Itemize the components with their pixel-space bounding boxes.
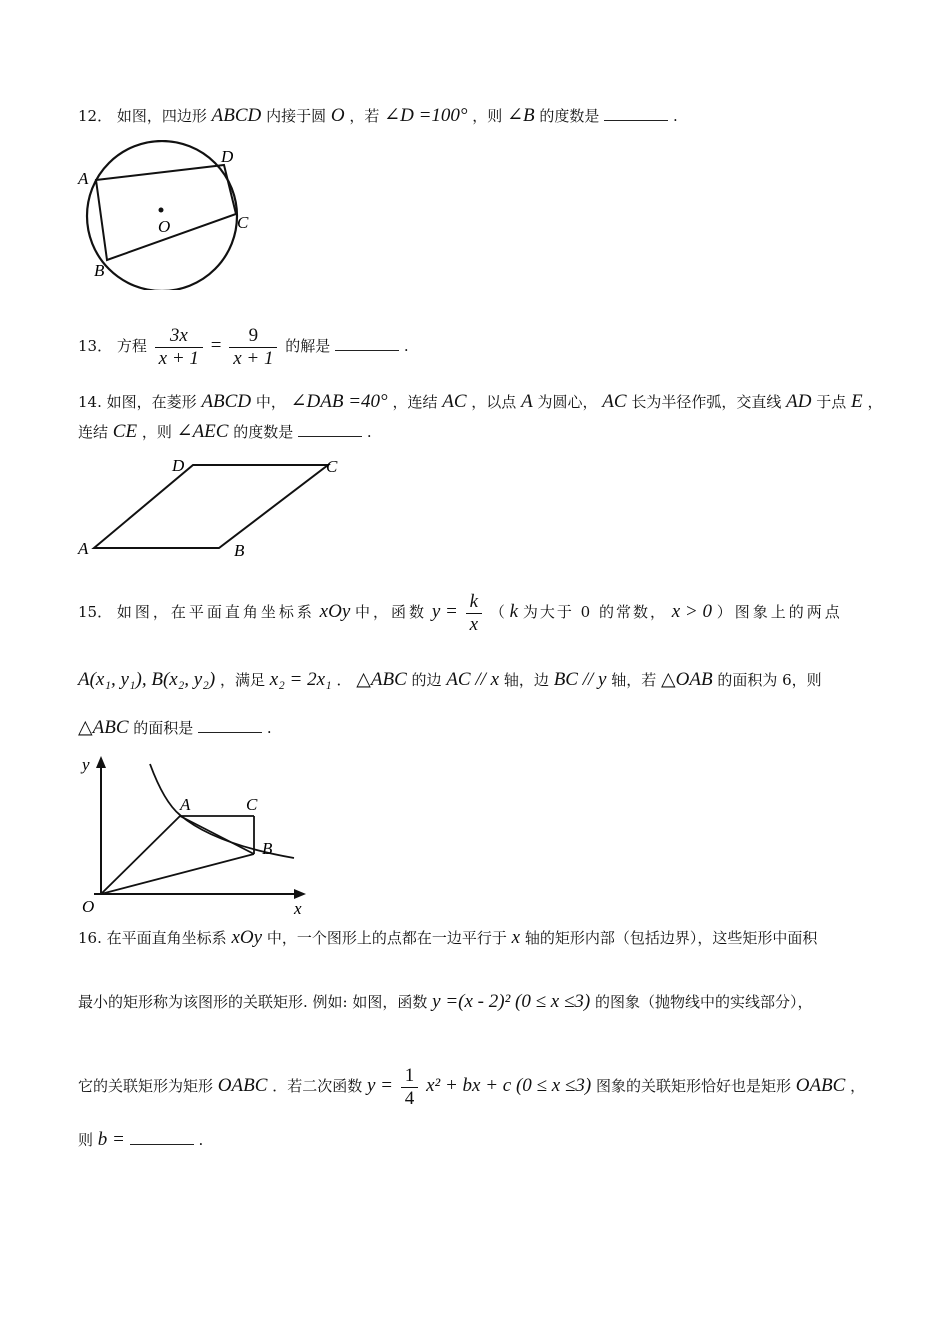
q15-fraction xyxy=(466,591,482,636)
q15-line2 xyxy=(78,668,822,692)
q14-text: ，连结 xyxy=(392,393,438,411)
q13-right-numerator: 9 xyxy=(229,325,277,348)
q15-tri-abc: △ABC xyxy=(356,669,407,690)
q16-line3 xyxy=(78,1062,865,1110)
label-a: A xyxy=(78,169,89,188)
q16-function2: x² + bx + c (0 ≤ x ≤3) xyxy=(426,1075,592,1096)
circle-outline xyxy=(87,141,237,290)
q15-bc-y: BC // y xyxy=(553,669,607,690)
label-y: y xyxy=(82,755,90,774)
q15-denominator: x xyxy=(469,613,479,635)
q14-e: E xyxy=(851,391,863,412)
q15-tri-oab: △OAB xyxy=(661,669,713,690)
label-c: C xyxy=(237,213,249,232)
q15-text: ）图象上的两点 xyxy=(716,603,843,621)
label-b: B xyxy=(262,839,273,858)
q16-oabc2: OABC xyxy=(795,1075,846,1096)
q16-number: 16. xyxy=(78,929,102,947)
q14-abcd: ABCD xyxy=(201,391,252,412)
q16-text: 图象的关联矩形恰好也是矩形 xyxy=(595,1077,791,1095)
label-o: O xyxy=(82,897,95,916)
q16-x: x xyxy=(511,927,521,948)
q14-angle: ∠DAB =40° xyxy=(290,391,388,412)
q15-number: 15． xyxy=(78,603,113,621)
q16-numerator: 1 xyxy=(401,1065,419,1088)
q14-aec: ∠AEC xyxy=(176,421,229,442)
q15-text: 为大于 0 的常数， xyxy=(522,603,667,621)
q15-period: . xyxy=(266,719,272,737)
q16-text: 它的关联矩形为矩形 xyxy=(78,1077,214,1095)
q16-fraction xyxy=(401,1065,419,1110)
q12-line1 xyxy=(78,104,678,128)
q15-text: ，满足 xyxy=(219,671,265,689)
q14-ac: AC xyxy=(442,391,467,412)
q12-circle-figure xyxy=(74,140,274,290)
label-a: A xyxy=(180,795,191,814)
label-b: B xyxy=(94,261,105,280)
q16-oabc: OABC xyxy=(217,1075,268,1096)
q16-text: ．若二次函数 xyxy=(272,1077,363,1095)
q12-angle-b: ∠B xyxy=(507,105,535,126)
q14-ac2: AC xyxy=(602,391,627,412)
q12-o: O xyxy=(330,105,345,126)
q15-text: 如图，在平面直角坐标系 xyxy=(116,603,315,621)
q14-text: 连结 xyxy=(78,423,109,441)
q14-text: ，以点 xyxy=(471,393,517,411)
q14-text: 的度数是 xyxy=(233,423,294,441)
q12-period: . xyxy=(672,107,678,125)
q13-left-numerator: 3x xyxy=(155,325,203,348)
label-d: D xyxy=(221,147,234,166)
q13-equals: = xyxy=(210,335,222,356)
label-d: D xyxy=(172,456,185,475)
q14-line1 xyxy=(78,390,882,414)
q15-xoy: xOy xyxy=(319,601,351,622)
q13-right-fraction xyxy=(229,325,277,370)
segment-ab xyxy=(180,816,254,854)
q16-text: 中，一个图形上的点都在一边平行于 xyxy=(266,929,507,947)
q12-text: 的度数是 xyxy=(539,107,600,125)
q15-text: 的面积是 xyxy=(133,719,194,737)
q16-function1: y =(x - 2)² (0 ≤ x ≤3) xyxy=(432,991,591,1012)
center-point xyxy=(159,208,164,213)
q14-period: . xyxy=(366,423,372,441)
q15-tri-abc2: △ABC xyxy=(78,717,129,738)
q12-text: 如图，四边形 xyxy=(116,107,207,125)
q16-text: 最小的矩形称为该图形的关联矩形. 例如: 如图，函数 xyxy=(78,993,428,1011)
q16-text: 则 xyxy=(78,1131,94,1149)
q15-cond: x > 0 xyxy=(671,601,713,622)
q16-period: . xyxy=(198,1131,204,1149)
q14-text: 于点 xyxy=(816,393,847,411)
segment-ob xyxy=(101,854,254,894)
q14-text: ， xyxy=(867,393,883,411)
q15-text: 轴，边 xyxy=(503,671,549,689)
q15-answer-blank[interactable] xyxy=(198,718,262,733)
q15-k: k xyxy=(509,601,519,622)
q13-text: 方程 xyxy=(116,337,147,355)
q15-points: A(x₁, y₁), B(x₂, y₂) xyxy=(78,669,216,690)
q13-number: 13． xyxy=(78,337,113,355)
q15-numerator: k xyxy=(466,591,482,614)
x-axis-arrow xyxy=(294,889,306,899)
q16-line1 xyxy=(78,926,817,950)
q15-text: （ xyxy=(489,603,505,621)
label-c: C xyxy=(326,457,338,476)
q13-answer-blank[interactable] xyxy=(335,336,399,351)
q12-angle-d: ∠D =100° xyxy=(384,105,468,126)
q16-denominator: 4 xyxy=(404,1087,415,1109)
q15-text: 中，函数 xyxy=(355,603,428,621)
q16-answer-blank[interactable] xyxy=(130,1130,194,1145)
label-o: O xyxy=(158,217,171,236)
q16-text: ， xyxy=(850,1077,866,1095)
q16-b-eq: b = xyxy=(97,1129,125,1150)
q13-left-denominator: x + 1 xyxy=(158,347,199,369)
label-c: C xyxy=(246,795,258,814)
q14-text: 中， xyxy=(255,393,286,411)
q14-number: 14. xyxy=(78,393,102,411)
q15-text: 的面积为 6，则 xyxy=(717,671,822,689)
q15-ac-x: AC // x xyxy=(446,669,500,690)
label-b: B xyxy=(234,541,245,560)
q15-text: ． xyxy=(336,671,352,689)
q13-text: 的解是 xyxy=(285,337,331,355)
q15-graph-figure xyxy=(74,752,324,920)
q16-y-eq: y = xyxy=(366,1075,393,1096)
q14-ad: AD xyxy=(786,391,812,412)
y-axis-arrow xyxy=(96,756,106,768)
q16-line2 xyxy=(78,990,813,1014)
q14-rhombus-figure xyxy=(74,455,354,565)
q13-period: . xyxy=(403,337,409,355)
q16-xoy: xOy xyxy=(231,927,263,948)
q14-text: ，则 xyxy=(141,423,172,441)
q16-line4 xyxy=(78,1128,203,1152)
q14-line2 xyxy=(78,420,372,444)
q13-left-fraction xyxy=(155,325,203,370)
q12-text: 内接于圆 xyxy=(266,107,327,125)
q12-text: ，若 xyxy=(349,107,380,125)
q15-text: 轴，若 xyxy=(611,671,657,689)
q12-text: ，则 xyxy=(472,107,503,125)
label-a: A xyxy=(78,539,89,558)
label-x: x xyxy=(294,899,302,918)
q16-text: 轴的矩形内部（包括边界），这些矩形中面积 xyxy=(524,929,818,947)
q13-line xyxy=(78,322,409,370)
q12-abcd: ABCD xyxy=(211,105,262,126)
q15-relation: x₂ = 2x₁ xyxy=(269,669,332,690)
q13-right-denominator: x + 1 xyxy=(233,347,274,369)
segment-oa xyxy=(101,816,180,894)
q15-y-eq: y = xyxy=(431,601,458,622)
q15-line1 xyxy=(78,588,843,636)
hyperbola-curve xyxy=(150,764,294,858)
q14-text: 长为半径作弧，交直线 xyxy=(631,393,782,411)
q14-ce: CE xyxy=(112,421,138,442)
q15-line3 xyxy=(78,716,272,740)
q12-number: 12． xyxy=(78,107,113,125)
q14-a: A xyxy=(521,391,533,412)
q14-text: 为圆心， xyxy=(537,393,598,411)
q16-text: 在平面直角坐标系 xyxy=(106,929,227,947)
q15-text: 的边 xyxy=(411,671,442,689)
q14-text: 如图，在菱形 xyxy=(106,393,197,411)
rhombus-abcd xyxy=(94,465,328,548)
quadrilateral-abcd xyxy=(96,165,236,260)
q16-text: 的图象（抛物线中的实线部分）， xyxy=(595,993,813,1011)
q14-answer-blank[interactable] xyxy=(298,422,362,437)
q12-answer-blank[interactable] xyxy=(604,106,668,121)
